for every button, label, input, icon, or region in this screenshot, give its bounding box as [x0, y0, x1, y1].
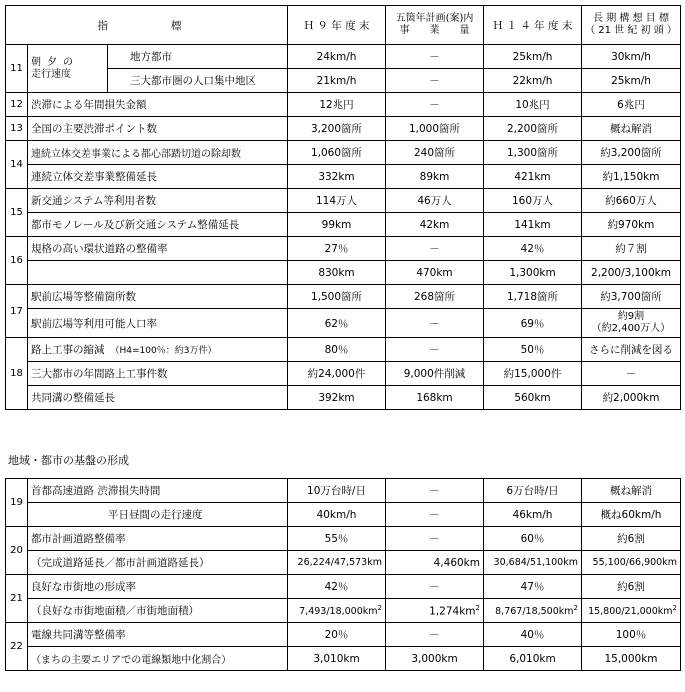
- cell-h9: 10万台時/日: [288, 479, 386, 503]
- table-row: [6, 93, 681, 117]
- cell-h9: 1,060箇所: [288, 141, 386, 165]
- cell-h14: 10兆円: [484, 93, 582, 117]
- cell-h9: 392km: [288, 386, 386, 410]
- table-row: [6, 285, 681, 309]
- cell-h9: 332km: [288, 165, 386, 189]
- cell-h14: 141km: [484, 213, 582, 237]
- cell-h14: 69％: [484, 309, 582, 338]
- row-sublabel: 三大都市圏の人口集中地区: [108, 69, 288, 93]
- cell-h14: 6,010km: [484, 647, 582, 671]
- row-label: （良好な市街地面積／市街地面積）: [28, 599, 288, 623]
- row-number: 16: [6, 237, 28, 285]
- row-number: 20: [6, 527, 28, 575]
- row-label: 電線共同溝等整備率: [28, 623, 288, 647]
- table-row: [6, 213, 681, 237]
- table-row: [6, 599, 681, 623]
- header-h9: Ｈ ９ 年 度 末: [288, 6, 386, 45]
- cell-h14: $8,767/18,500km^2$: [484, 599, 582, 623]
- cell-h14: 1,300箇所: [484, 141, 582, 165]
- cell-h9: 40km/h: [288, 503, 386, 527]
- cell-h9: 27％: [288, 237, 386, 261]
- cell-h14: 1,718箇所: [484, 285, 582, 309]
- row-number: 21: [6, 575, 28, 623]
- cell-h14: 160万人: [484, 189, 582, 213]
- cell-h9: 12兆円: [288, 93, 386, 117]
- table-row: [6, 479, 681, 503]
- cell-plan: －: [386, 623, 484, 647]
- cell-longterm: 約1,150km: [582, 165, 681, 189]
- cell-longterm: 100％: [582, 623, 681, 647]
- cell-longterm: －: [582, 362, 681, 386]
- cell-longterm: $15,800/21,000km^2$: [582, 599, 681, 623]
- cell-plan: 4,460km: [386, 551, 484, 575]
- cell-h9: 55％: [288, 527, 386, 551]
- row-number: 11: [6, 45, 28, 93]
- cell-longterm: 2,200/3,100km: [582, 261, 681, 285]
- cell-longterm: 55,100/66,900km: [582, 551, 681, 575]
- row-number: 12: [6, 93, 28, 117]
- header-indicator: 指 標: [6, 6, 288, 45]
- cell-h14: 47％: [484, 575, 582, 599]
- cell-h14: 50％: [484, 338, 582, 362]
- row-number: 17: [6, 285, 28, 338]
- cell-h9: 約24,000件: [288, 362, 386, 386]
- cell-h14: 6万台時/日: [484, 479, 582, 503]
- row-label: （まちの主要エリアでの電線類地中化割合）: [28, 647, 288, 671]
- cell-plan: －: [386, 309, 484, 338]
- row-label: 路上工事の縮減 （H4=100％：約3万件）: [28, 338, 288, 362]
- cell-h14: 30,684/51,100km: [484, 551, 582, 575]
- row-number: 15: [6, 189, 28, 237]
- table-row: [6, 117, 681, 141]
- table-header-row: [6, 6, 681, 45]
- cell-longterm: 約７割: [582, 237, 681, 261]
- table-row: [6, 575, 681, 599]
- cell-h9: $7,493/18,000km^2$: [288, 599, 386, 623]
- row-label: 渋滞による年間損失金額: [28, 93, 288, 117]
- cell-h14: 2,200箇所: [484, 117, 582, 141]
- row-number: 22: [6, 623, 28, 671]
- row-label: 首都高速道路 渋滞損失時間: [28, 479, 288, 503]
- cell-h14: 60％: [484, 527, 582, 551]
- cell-plan: 42km: [386, 213, 484, 237]
- cell-longterm: 概ね解消: [582, 117, 681, 141]
- cell-h9: 20％: [288, 623, 386, 647]
- cell-plan: 89km: [386, 165, 484, 189]
- row-label: 三大都市の年間路上工事件数: [28, 362, 288, 386]
- row-label: 規格の高い環状道路の整備率: [28, 237, 288, 261]
- cell-longterm: 15,000km: [582, 647, 681, 671]
- cell-h9: 21km/h: [288, 69, 386, 93]
- table-row: [6, 647, 681, 671]
- header-longterm: 長 期 構 想 目 標 （ 21 世 紀 初 頭 ）: [582, 6, 681, 45]
- table-row: [6, 141, 681, 165]
- row-label: 良好な市街地の形成率: [28, 575, 288, 599]
- cell-plan: $1,274km^2$: [386, 599, 484, 623]
- table-row: [6, 503, 681, 527]
- cell-h14: 25km/h: [484, 45, 582, 69]
- cell-h9: 830km: [288, 261, 386, 285]
- cell-longterm: 6兆円: [582, 93, 681, 117]
- row-label: 連続立体交差事業整備延長: [28, 165, 288, 189]
- cell-h9: 3,200箇所: [288, 117, 386, 141]
- cell-longterm: 25km/h: [582, 69, 681, 93]
- cell-h9: 99km: [288, 213, 386, 237]
- cell-longterm: 約3,200箇所: [582, 141, 681, 165]
- cell-longterm: [582, 309, 681, 338]
- cell-longterm: 概ね60km/h: [582, 503, 681, 527]
- cell-longterm: 約6割: [582, 527, 681, 551]
- cell-h9: 26,224/47,573km: [288, 551, 386, 575]
- longterm-multiline: 約9割 （約2,400万人）: [591, 311, 671, 334]
- cell-h14: 42％: [484, 237, 582, 261]
- cell-plan: －: [386, 69, 484, 93]
- row-number: 18: [6, 338, 28, 410]
- row-number: 19: [6, 479, 28, 527]
- cell-h9: 62％: [288, 309, 386, 338]
- cell-h14: 40％: [484, 623, 582, 647]
- cell-plan: －: [386, 45, 484, 69]
- cell-longterm: 概ね解消: [582, 479, 681, 503]
- row-label-empty: [28, 261, 288, 285]
- cell-longterm: 約3,700箇所: [582, 285, 681, 309]
- table-row: [6, 386, 681, 410]
- row-label: 駅前広場等整備箇所数: [28, 285, 288, 309]
- indicator-table-urban: [5, 478, 681, 671]
- cell-plan: 46万人: [386, 189, 484, 213]
- cell-plan: 470km: [386, 261, 484, 285]
- table-row: [6, 69, 681, 93]
- cell-h14: 560km: [484, 386, 582, 410]
- cell-h14: 22km/h: [484, 69, 582, 93]
- row-label: 連続立体交差事業による都心部踏切道の除却数: [28, 141, 288, 165]
- row-label: 朝夕の 走行速度: [28, 45, 108, 93]
- table-row: [6, 165, 681, 189]
- cell-h14: 421km: [484, 165, 582, 189]
- cell-plan: －: [386, 527, 484, 551]
- row-label: 新交通システム等利用者数: [28, 189, 288, 213]
- row-number: 13: [6, 117, 28, 141]
- cell-longterm: 約970km: [582, 213, 681, 237]
- cell-longterm: 約660万人: [582, 189, 681, 213]
- table-row: [6, 45, 681, 69]
- header-h14: Ｈ １ ４ 年 度 末: [484, 6, 582, 45]
- indicator-table-traffic: [5, 5, 681, 410]
- row-sublabel: 地方都市: [108, 45, 288, 69]
- header-plan: 五箇年計画(案)内 事 業 量: [386, 6, 484, 45]
- row-label: 共同溝の整備延長: [28, 386, 288, 410]
- cell-h9: 24km/h: [288, 45, 386, 69]
- cell-plan: 240箇所: [386, 141, 484, 165]
- table-row: [6, 189, 681, 213]
- cell-h9: 1,500箇所: [288, 285, 386, 309]
- cell-longterm: 約2,000km: [582, 386, 681, 410]
- cell-h14: 46km/h: [484, 503, 582, 527]
- row-number: 14: [6, 141, 28, 189]
- cell-longterm: 30km/h: [582, 45, 681, 69]
- table-row: [6, 623, 681, 647]
- cell-h9: 3,010km: [288, 647, 386, 671]
- row-sublabel: 平日昼間の走行速度: [28, 503, 288, 527]
- row-label: 都市計画道路整備率: [28, 527, 288, 551]
- table-row: [6, 237, 681, 261]
- table-row: [6, 338, 681, 362]
- table-row: [6, 551, 681, 575]
- row-note: （H4=100％：約3万件）: [115, 346, 217, 356]
- cell-longterm: さらに削減を図る: [582, 338, 681, 362]
- table-row: [6, 309, 681, 338]
- cell-h9: 114万人: [288, 189, 386, 213]
- table-row: [6, 261, 681, 285]
- row-label: 全国の主要渋滞ポイント数: [28, 117, 288, 141]
- cell-plan: －: [386, 575, 484, 599]
- row-label: 都市モノレール及び新交通システム整備延長: [28, 213, 288, 237]
- cell-h9: 80％: [288, 338, 386, 362]
- cell-plan: 9,000件削減: [386, 362, 484, 386]
- cell-plan: －: [386, 237, 484, 261]
- cell-h9: 42％: [288, 575, 386, 599]
- cell-plan: 1,000箇所: [386, 117, 484, 141]
- cell-plan: －: [386, 503, 484, 527]
- table-row: [6, 362, 681, 386]
- row-label: 駅前広場等利用可能人口率: [28, 309, 288, 338]
- cell-plan: －: [386, 479, 484, 503]
- cell-plan: －: [386, 93, 484, 117]
- section-title: 地域・都市の基盤の形成: [8, 454, 129, 467]
- cell-plan: 268箇所: [386, 285, 484, 309]
- cell-plan: －: [386, 338, 484, 362]
- cell-plan: 3,000km: [386, 647, 484, 671]
- row-label: （完成道路延長／都市計画道路延長）: [28, 551, 288, 575]
- table-row: [6, 527, 681, 551]
- cell-h14: 1,300km: [484, 261, 582, 285]
- cell-plan: 168km: [386, 386, 484, 410]
- cell-h14: 約15,000件: [484, 362, 582, 386]
- cell-longterm: 約6割: [582, 575, 681, 599]
